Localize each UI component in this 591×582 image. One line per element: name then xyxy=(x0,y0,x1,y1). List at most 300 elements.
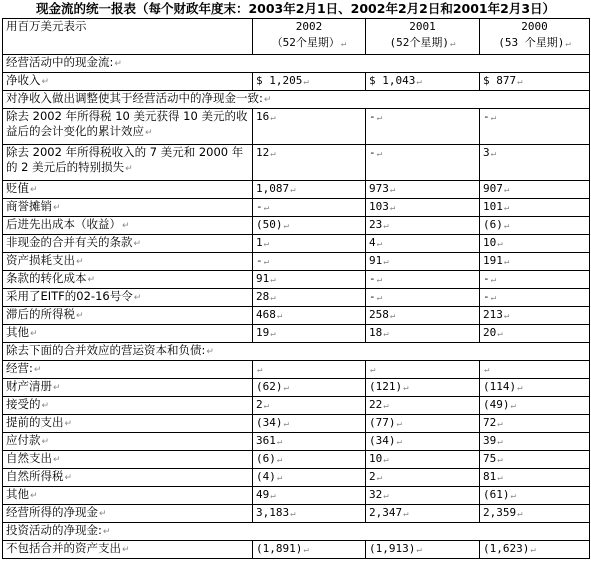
table-row xyxy=(3,289,590,307)
row-label-cell xyxy=(3,433,253,451)
paragraph-mark: ↵ xyxy=(30,491,38,501)
paragraph-mark: ↵ xyxy=(416,545,422,555)
row-label: 滞后的所得税 xyxy=(6,307,75,321)
value-cell xyxy=(253,307,366,325)
paragraph-mark: ↵ xyxy=(517,509,523,519)
row-label: 其他 xyxy=(6,325,29,339)
value-cell xyxy=(366,217,480,235)
cell-value: 1 xyxy=(256,236,263,249)
value-cell xyxy=(253,541,366,559)
paragraph-mark: ↵ xyxy=(490,113,497,123)
cash-flow-table xyxy=(2,18,590,559)
row-label-cell xyxy=(3,469,253,487)
cell-value: - xyxy=(483,290,490,303)
paragraph-mark: ↵ xyxy=(503,311,510,321)
value-cell xyxy=(480,109,590,145)
table-row xyxy=(3,181,590,199)
value-cell xyxy=(366,397,480,415)
row-label-cell xyxy=(3,325,253,343)
value-cell xyxy=(366,487,480,505)
paragraph-mark: ↵ xyxy=(376,149,383,159)
value-cell xyxy=(253,145,366,181)
cell-value: (34) xyxy=(256,416,283,429)
value-cell xyxy=(480,397,590,415)
value-cell xyxy=(366,505,480,523)
paragraph-mark: ↵ xyxy=(114,59,122,69)
value-cell xyxy=(253,217,366,235)
value-cell xyxy=(480,541,590,559)
value-cell xyxy=(366,253,480,271)
cell-value: - xyxy=(369,290,376,303)
value-cell xyxy=(480,217,590,235)
cell-value: 2 xyxy=(256,398,263,411)
paragraph-mark: ↵ xyxy=(396,437,402,447)
paragraph-mark: ↵ xyxy=(133,293,142,303)
section-label-cell xyxy=(3,91,590,109)
header-year: 2001 xyxy=(409,20,436,33)
row-label-cell xyxy=(3,109,253,145)
cell-value: 191 xyxy=(483,254,503,267)
section-label-cell xyxy=(3,55,590,73)
value-cell xyxy=(253,469,366,487)
value-cell xyxy=(480,415,590,433)
paragraph-mark: ↵ xyxy=(283,383,289,393)
cell-value: 81 xyxy=(483,470,497,483)
value-cell xyxy=(253,73,366,91)
cell-value: - xyxy=(369,272,376,285)
cell-value: - xyxy=(256,254,263,267)
paragraph-mark: ↵ xyxy=(270,149,276,159)
value-cell xyxy=(253,181,366,199)
value-cell xyxy=(253,289,366,307)
cell-value: 28 xyxy=(256,290,270,303)
value-cell xyxy=(480,181,590,199)
value-cell xyxy=(366,379,480,397)
value-cell xyxy=(366,433,480,451)
paragraph-mark: ↵ xyxy=(376,473,383,483)
header-year: 2002 xyxy=(295,20,323,33)
table-row xyxy=(3,199,590,217)
header-weeks: （52个星期）↵ xyxy=(271,36,347,49)
paragraph-mark: ↵ xyxy=(99,509,107,519)
value-cell xyxy=(366,325,480,343)
cell-value: 2,347 xyxy=(369,506,403,519)
paragraph-mark: ↵ xyxy=(276,311,283,321)
cell-value: 2,359 xyxy=(483,506,517,519)
row-label: 资产损耗支出 xyxy=(6,253,75,267)
paragraph-mark: ↵ xyxy=(403,509,409,519)
paragraph-mark: ↵ xyxy=(376,275,383,285)
cell-value: (49) xyxy=(483,398,510,411)
paragraph-mark: ↵ xyxy=(30,185,38,195)
header-year-cell xyxy=(480,19,590,55)
section-label: 除去下面的合并效应的营运资本和负债: xyxy=(6,343,206,357)
paragraph-mark: ↵ xyxy=(503,221,510,231)
table-row xyxy=(3,253,590,271)
table-row xyxy=(3,325,590,343)
paragraph-mark: ↵ xyxy=(270,329,276,339)
value-cell xyxy=(480,199,590,217)
paragraph-mark: ↵ xyxy=(64,473,73,483)
paragraph-mark: ↵ xyxy=(497,329,503,339)
value-cell xyxy=(253,361,366,379)
paragraph-mark: ↵ xyxy=(263,257,270,267)
section-label-cell xyxy=(3,343,590,361)
row-label-cell xyxy=(3,271,253,289)
table-row xyxy=(3,145,590,181)
section-label: 对净收入做出调整使其于经营活动中的净现金一致: xyxy=(6,91,263,105)
cell-value: $ 1,205 xyxy=(256,74,303,87)
paragraph-mark: ↵ xyxy=(510,491,516,501)
table-row xyxy=(3,541,590,559)
paragraph-mark: ↵ xyxy=(102,527,111,537)
cell-value: (6) xyxy=(483,218,503,231)
paragraph-mark: ↵ xyxy=(403,383,409,393)
value-cell xyxy=(366,145,480,181)
paragraph-mark: ↵ xyxy=(64,419,73,429)
row-label-cell xyxy=(3,451,253,469)
header-year-cell xyxy=(366,19,480,55)
value-cell xyxy=(366,307,480,325)
cell-value: 32 xyxy=(369,488,383,501)
row-label: 净收入 xyxy=(6,73,41,87)
table-row xyxy=(3,217,590,235)
paragraph-mark: ↵ xyxy=(510,401,516,411)
header-row xyxy=(3,19,590,55)
paragraph-mark: ↵ xyxy=(30,329,38,339)
row-label-cell xyxy=(3,199,253,217)
row-label: 非现金的合并有关的条款 xyxy=(6,235,133,249)
value-cell xyxy=(480,433,590,451)
value-cell xyxy=(480,379,590,397)
paragraph-mark: ↵ xyxy=(290,509,296,519)
cell-value: (61) xyxy=(483,488,510,501)
paragraph-mark: ↵ xyxy=(389,203,396,213)
cell-value: 213 xyxy=(483,308,503,321)
value-cell xyxy=(480,505,590,523)
paragraph-mark: ↵ xyxy=(503,203,510,213)
paragraph-mark: ↵ xyxy=(53,455,61,465)
paragraph-mark: ↵ xyxy=(145,128,153,138)
cell-value: 1,087 xyxy=(256,182,290,195)
value-cell xyxy=(366,73,480,91)
value-cell xyxy=(253,379,366,397)
cell-value: 468 xyxy=(256,308,276,321)
cell-value: 3,183 xyxy=(256,506,290,519)
section-row xyxy=(3,523,590,541)
cell-value: 16 xyxy=(256,110,270,123)
section-label-cell xyxy=(3,523,590,541)
cell-value: 20 xyxy=(483,326,497,339)
cell-value: - xyxy=(369,146,376,159)
paragraph-mark: ↵ xyxy=(41,437,50,447)
value-cell xyxy=(366,289,480,307)
paragraph-mark: ↵ xyxy=(490,293,497,303)
cell-value: 2 xyxy=(369,470,376,483)
header-year-cell xyxy=(253,19,366,55)
table-row xyxy=(3,379,590,397)
paragraph-mark: ↵ xyxy=(122,221,130,231)
paragraph-mark: ↵ xyxy=(376,239,383,249)
paragraph-mark: ↵ xyxy=(263,203,270,213)
value-cell xyxy=(480,451,590,469)
value-cell xyxy=(480,145,590,181)
paragraph-mark: ↵ xyxy=(206,347,214,357)
row-label: 财产清册 xyxy=(6,379,52,393)
value-cell xyxy=(253,487,366,505)
paragraph-mark: ↵ xyxy=(450,39,456,49)
value-cell xyxy=(253,415,366,433)
row-label: 不包括合并的资产支出 xyxy=(6,541,121,555)
cell-value: (1,913) xyxy=(369,542,416,555)
value-cell xyxy=(480,253,590,271)
row-label-cell xyxy=(3,73,253,91)
paragraph-mark: ↵ xyxy=(565,39,571,49)
cell-value: (50) xyxy=(256,218,283,231)
paragraph-mark: ↵ xyxy=(303,77,309,87)
paragraph-mark: ↵ xyxy=(383,455,389,465)
cell-value: 91 xyxy=(369,254,383,267)
row-label-cell xyxy=(3,145,253,181)
cell-value: 3 xyxy=(483,146,490,159)
paragraph-mark: ↵ xyxy=(270,275,276,285)
value-cell xyxy=(480,73,590,91)
paragraph-mark: ↵ xyxy=(497,419,503,429)
paragraph-mark: ↵ xyxy=(490,149,497,159)
table-row xyxy=(3,235,590,253)
row-label: 条款的转化成本 xyxy=(6,271,87,285)
cell-value: (77) xyxy=(369,416,396,429)
row-label-cell xyxy=(3,415,253,433)
paragraph-mark: ↵ xyxy=(87,275,96,285)
row-label-cell xyxy=(3,487,253,505)
paragraph-mark: ↵ xyxy=(41,77,50,87)
row-label: 除去 2002 年所得税收入的 7 美元和 2000 年的 2 美元后的特别损失 xyxy=(6,145,244,174)
paragraph-mark: ↵ xyxy=(303,545,309,555)
header-label-cell xyxy=(3,19,253,55)
page-title: 现金流的统一报表（每个财政年度末：2003年2月1日、2002年2月2日和2001年2月3日） xyxy=(35,1,556,16)
row-label-cell xyxy=(3,361,253,379)
row-label-cell xyxy=(3,541,253,559)
table-row xyxy=(3,487,590,505)
cell-value: 23 xyxy=(369,218,383,231)
table-row xyxy=(3,361,590,379)
value-cell xyxy=(480,271,590,289)
paragraph-mark: ↵ xyxy=(497,239,503,249)
cell-value: (62) xyxy=(256,380,283,393)
value-cell xyxy=(366,541,480,559)
value-cell xyxy=(253,433,366,451)
value-cell xyxy=(366,271,480,289)
cell-value: 91 xyxy=(256,272,270,285)
header-weeks: (53 个星期)↵ xyxy=(498,36,571,49)
value-cell xyxy=(480,307,590,325)
header-label: 用百万美元表示 xyxy=(6,19,87,33)
paragraph-mark: ↵ xyxy=(133,239,142,249)
row-label-cell xyxy=(3,253,253,271)
row-label: 其他 xyxy=(6,487,29,501)
row-label: 接受的 xyxy=(6,397,41,411)
row-label-cell xyxy=(3,217,253,235)
row-label-cell xyxy=(3,307,253,325)
cell-value: 361 xyxy=(256,434,276,447)
row-label: 除去 2002 年所得税 10 美元获得 10 美元的收益后的会计变化的累计效应 xyxy=(6,109,248,138)
value-cell xyxy=(253,235,366,253)
table-row xyxy=(3,109,590,145)
cell-value: 103 xyxy=(369,200,389,213)
paragraph-mark: ↵ xyxy=(383,221,389,231)
row-label: 经营: xyxy=(6,361,33,375)
cell-value: 22 xyxy=(369,398,383,411)
paragraph-mark: ↵ xyxy=(497,455,503,465)
row-label-cell xyxy=(3,379,253,397)
cell-value: $ 1,043 xyxy=(369,74,416,87)
paragraph-mark: ↵ xyxy=(263,401,270,411)
table-row xyxy=(3,415,590,433)
row-label-cell xyxy=(3,235,253,253)
cell-value: (121) xyxy=(369,380,403,393)
paragraph-mark: ↵ xyxy=(517,77,523,87)
paragraph-mark: ↵ xyxy=(257,365,263,375)
row-label: 经营所得的净现金 xyxy=(6,505,98,519)
paragraph-mark: ↵ xyxy=(270,491,276,501)
cell-value: $ 877 xyxy=(483,74,517,87)
paragraph-mark: ↵ xyxy=(76,311,84,321)
row-label: 后进先出成本（收益） xyxy=(6,217,121,231)
paragraph-mark: ↵ xyxy=(263,95,272,105)
paragraph-mark: ↵ xyxy=(276,437,283,447)
paragraph-mark: ↵ xyxy=(517,383,523,393)
cell-value: 49 xyxy=(256,488,270,501)
cell-value: (34) xyxy=(369,434,396,447)
paragraph-mark: ↵ xyxy=(276,473,283,483)
value-cell xyxy=(253,451,366,469)
table-row xyxy=(3,73,590,91)
table-row xyxy=(3,271,590,289)
value-cell xyxy=(253,325,366,343)
cell-value: 4 xyxy=(369,236,376,249)
table-row xyxy=(3,433,590,451)
row-label: 自然所得税 xyxy=(6,469,64,483)
table-row xyxy=(3,307,590,325)
value-cell xyxy=(480,235,590,253)
value-cell xyxy=(253,397,366,415)
paragraph-mark: ↵ xyxy=(503,185,510,195)
cell-value: (1,623) xyxy=(483,542,530,555)
paragraph-mark: ↵ xyxy=(283,221,289,231)
paragraph-mark: ↵ xyxy=(383,257,389,267)
cell-value: (4) xyxy=(256,470,276,483)
cell-value: - xyxy=(256,200,263,213)
cell-value: - xyxy=(369,110,376,123)
header-year: 2000 xyxy=(521,20,548,33)
value-cell xyxy=(366,235,480,253)
table-row xyxy=(3,397,590,415)
paragraph-mark: ↵ xyxy=(383,491,389,501)
paragraph-mark: ↵ xyxy=(416,77,422,87)
row-label-cell xyxy=(3,289,253,307)
value-cell xyxy=(480,487,590,505)
value-cell xyxy=(253,199,366,217)
table-row xyxy=(3,469,590,487)
value-cell xyxy=(366,451,480,469)
cell-value: 10 xyxy=(369,452,383,465)
paragraph-mark: ↵ xyxy=(383,329,389,339)
table-row xyxy=(3,505,590,523)
value-cell xyxy=(253,253,366,271)
paragraph-mark: ↵ xyxy=(503,257,510,267)
row-label: 商誉摊销 xyxy=(6,199,52,213)
paragraph-mark: ↵ xyxy=(389,311,396,321)
paragraph-mark: ↵ xyxy=(283,419,289,429)
value-cell xyxy=(480,469,590,487)
cell-value: 10 xyxy=(483,236,497,249)
value-cell xyxy=(253,109,366,145)
row-label-cell xyxy=(3,505,253,523)
cell-value: 101 xyxy=(483,200,503,213)
value-cell xyxy=(480,361,590,379)
paragraph-mark: ↵ xyxy=(270,113,276,123)
cell-value: (114) xyxy=(483,380,517,393)
row-label: 贬值 xyxy=(6,181,29,195)
cell-value: - xyxy=(483,110,490,123)
cell-value: 973 xyxy=(369,182,389,195)
section-label: 经营活动中的现金流: xyxy=(6,55,114,69)
paragraph-mark: ↵ xyxy=(370,365,376,375)
cell-value: 75 xyxy=(483,452,497,465)
row-label: 自然支出 xyxy=(6,451,52,465)
row-label-cell xyxy=(3,397,253,415)
paragraph-mark: ↵ xyxy=(290,185,296,195)
paragraph-mark: ↵ xyxy=(389,185,396,195)
paragraph-mark: ↵ xyxy=(33,365,42,375)
row-label: 采用了EITF的02-16号令 xyxy=(6,289,133,303)
paragraph-mark: ↵ xyxy=(497,473,503,483)
cell-value: 72 xyxy=(483,416,497,429)
value-cell xyxy=(366,109,480,145)
cell-value: (1,891) xyxy=(256,542,303,555)
paragraph-mark: ↵ xyxy=(383,401,389,411)
value-cell xyxy=(366,361,480,379)
row-label: 应付款 xyxy=(6,433,41,447)
paragraph-mark: ↵ xyxy=(125,164,133,174)
value-cell xyxy=(366,199,480,217)
paragraph-mark: ↵ xyxy=(376,113,383,123)
paragraph-mark: ↵ xyxy=(76,257,84,267)
value-cell xyxy=(253,271,366,289)
section-row xyxy=(3,343,590,361)
cell-value: 12 xyxy=(256,146,270,159)
cell-value: 18 xyxy=(369,326,383,339)
paragraph-mark: ↵ xyxy=(53,203,61,213)
cell-value: 19 xyxy=(256,326,270,339)
paragraph-mark: ↵ xyxy=(530,545,536,555)
cell-value: 907 xyxy=(483,182,503,195)
paragraph-mark: ↵ xyxy=(270,293,276,303)
header-weeks: (52个星期)↵ xyxy=(389,36,456,49)
value-cell xyxy=(480,325,590,343)
paragraph-mark: ↵ xyxy=(122,545,130,555)
section-row xyxy=(3,91,590,109)
cell-value: - xyxy=(483,272,490,285)
value-cell xyxy=(366,469,480,487)
paragraph-mark: ↵ xyxy=(41,401,50,411)
value-cell xyxy=(366,415,480,433)
cell-value: 258 xyxy=(369,308,389,321)
row-label: 提前的支出 xyxy=(6,415,64,429)
table-row xyxy=(3,451,590,469)
paragraph-mark: ↵ xyxy=(484,365,490,375)
